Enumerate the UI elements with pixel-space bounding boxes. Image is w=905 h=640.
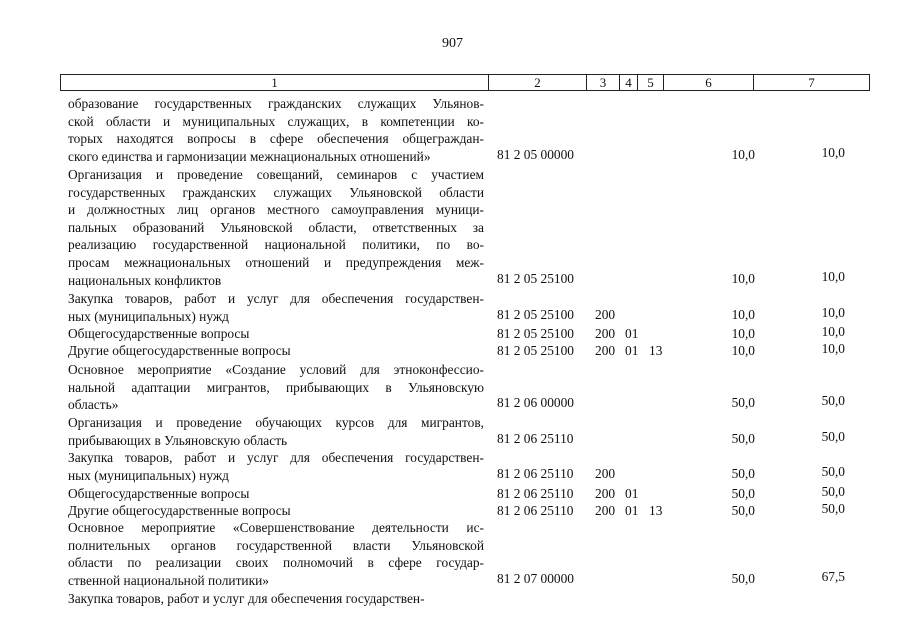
description-line: государственных гражданских служащих Ульяновской области bbox=[68, 184, 484, 200]
table-header bbox=[60, 74, 870, 91]
table-row-description bbox=[68, 519, 484, 589]
description-line: Организация и проведение обучающих курсов для мигрантов, bbox=[68, 415, 484, 430]
description-line: и должностных лиц органов местного самоуправления муници- bbox=[68, 202, 484, 218]
description-line: образование государственных гражданских служащих Ульянов- bbox=[68, 96, 484, 111]
header-col-4: 4 bbox=[619, 75, 637, 90]
description-line: прибывающих в Ульяновскую область bbox=[68, 432, 288, 448]
table-row-description bbox=[68, 502, 484, 520]
description-line: нальной адаптации мигрантов, прибывающих в Ульяновскую bbox=[68, 379, 484, 395]
description-line: национальных конфликтов bbox=[68, 272, 222, 288]
code-c3: 200 bbox=[595, 465, 616, 481]
header-col-6: 6 bbox=[663, 75, 753, 90]
description-line: Другие общегосударственные вопросы bbox=[68, 503, 291, 518]
target-code: 81 2 05 00000 bbox=[497, 146, 574, 162]
description-line: Организация и проведение совещаний, семинаров с участием bbox=[68, 167, 484, 182]
value-col-6: 50,0 bbox=[731, 430, 755, 446]
table-row-description bbox=[68, 166, 484, 289]
value-col-6: 10,0 bbox=[731, 343, 755, 358]
target-code: 81 2 06 25110 bbox=[497, 430, 574, 446]
code-c4: 01 bbox=[625, 326, 639, 341]
table-row-description bbox=[68, 290, 484, 325]
value-col-7: 50,0 bbox=[821, 428, 845, 444]
table-row-description bbox=[68, 342, 484, 360]
code-c4: 01 bbox=[625, 343, 639, 358]
target-code: 81 2 06 25110 bbox=[497, 503, 574, 518]
value-col-7: 10,0 bbox=[821, 144, 845, 160]
value-col-6: 10,0 bbox=[731, 270, 755, 286]
description-line: Закупка товаров, работ и услуг для обеспечения государствен- bbox=[68, 291, 484, 306]
target-code: 81 2 05 25100 bbox=[497, 306, 574, 322]
header-col-1: 1 bbox=[271, 75, 278, 90]
value-col-6: 10,0 bbox=[731, 326, 755, 341]
code-c3: 200 bbox=[595, 486, 616, 501]
table-row-description bbox=[68, 325, 484, 343]
target-code: 81 2 05 25100 bbox=[497, 343, 574, 358]
header-col-2: 2 bbox=[488, 75, 586, 90]
code-c3: 200 bbox=[595, 326, 616, 341]
table-row-description bbox=[68, 485, 484, 503]
value-col-6: 50,0 bbox=[731, 486, 755, 501]
value-col-7: 50,0 bbox=[821, 463, 845, 479]
value-col-6: 10,0 bbox=[731, 306, 755, 322]
description-line: области по реализации своих полномочий в сфере государ- bbox=[68, 555, 484, 571]
description-line: ных (муниципальных) нужд bbox=[68, 308, 229, 324]
target-code: 81 2 07 00000 bbox=[497, 570, 574, 586]
target-code: 81 2 06 00000 bbox=[497, 395, 574, 411]
description-line: Общегосударственные вопросы bbox=[68, 326, 250, 341]
value-col-6: 50,0 bbox=[731, 465, 755, 481]
description-line: ственной национальной политики» bbox=[68, 572, 269, 588]
value-col-7: 50,0 bbox=[821, 393, 845, 409]
description-line: Основное мероприятие «Совершенствование деятельности ис- bbox=[68, 520, 484, 535]
description-line: Другие общегосударственные вопросы bbox=[68, 343, 291, 358]
value-col-6: 50,0 bbox=[731, 395, 755, 411]
description-line: Общегосударственные вопросы bbox=[68, 486, 250, 501]
target-code: 81 2 06 25110 bbox=[497, 465, 574, 481]
table-row-description bbox=[68, 414, 484, 449]
table-row-description bbox=[68, 95, 484, 165]
description-line: ных (муниципальных) нужд bbox=[68, 467, 229, 483]
value-col-7: 10,0 bbox=[821, 324, 845, 339]
value-col-6: 50,0 bbox=[731, 570, 755, 586]
code-c4: 01 bbox=[625, 503, 639, 518]
description-line: область» bbox=[68, 397, 119, 413]
value-col-6: 50,0 bbox=[731, 503, 755, 518]
value-col-7: 10,0 bbox=[821, 341, 845, 356]
header-col-3: 3 bbox=[586, 75, 619, 90]
description-line: просам межнациональных отношений и предупреждения меж- bbox=[68, 254, 484, 270]
description-line: Закупка товаров, работ и услуг для обеспечения государствен- bbox=[68, 591, 425, 606]
code-c5: 13 bbox=[649, 503, 663, 518]
value-col-7: 50,0 bbox=[821, 484, 845, 499]
description-line: Основное мероприятие «Создание условий для этноконфессио- bbox=[68, 362, 484, 377]
description-line: ской области и муниципальных служащих, в компетенции ко- bbox=[68, 113, 484, 129]
value-col-6: 10,0 bbox=[731, 146, 755, 162]
header-col-5: 5 bbox=[637, 75, 663, 90]
description-line: пальных образований Ульяновской области, ответственных за bbox=[68, 219, 484, 235]
table-row-description bbox=[68, 361, 484, 414]
table-row-description bbox=[68, 590, 484, 608]
description-line: ского единства и гармонизации межнациональных отношений» bbox=[68, 148, 431, 164]
code-c5: 13 bbox=[649, 343, 663, 358]
target-code: 81 2 06 25110 bbox=[497, 486, 574, 501]
target-code: 81 2 05 25100 bbox=[497, 270, 574, 286]
page-number: 907 bbox=[442, 36, 463, 51]
target-code: 81 2 05 25100 bbox=[497, 326, 574, 341]
code-c3: 200 bbox=[595, 343, 616, 358]
value-col-7: 50,0 bbox=[821, 501, 845, 516]
code-c3: 200 bbox=[595, 306, 616, 322]
code-c4: 01 bbox=[625, 486, 639, 501]
description-line: полнительных органов государственной власти Ульяновской bbox=[68, 537, 484, 553]
description-line: реализацию государственной национальной политики, по во- bbox=[68, 237, 484, 253]
value-col-7: 10,0 bbox=[821, 268, 845, 284]
description-line: торых находятся вопросы в сфере обеспечения общеграждан- bbox=[68, 131, 484, 147]
header-col-7: 7 bbox=[753, 75, 869, 90]
code-c3: 200 bbox=[595, 503, 616, 518]
value-col-7: 10,0 bbox=[821, 304, 845, 320]
description-line: Закупка товаров, работ и услуг для обеспечения государствен- bbox=[68, 450, 484, 465]
value-col-7: 67,5 bbox=[821, 568, 845, 584]
table-row-description bbox=[68, 449, 484, 484]
